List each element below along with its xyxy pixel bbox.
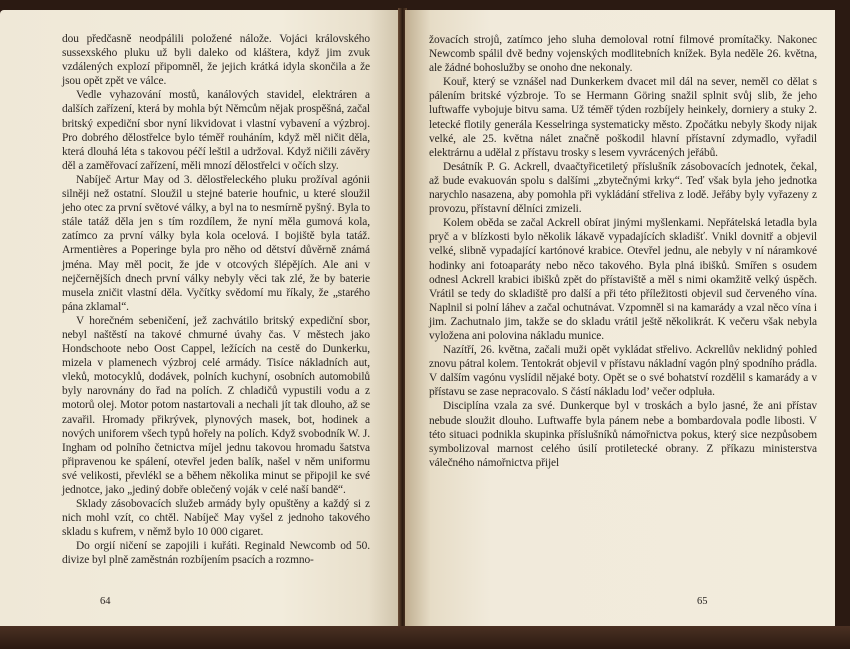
- paragraph: dou předčasně neodpálili položené nálože. Vojáci královského sussexského pluku už byli daleko od kláštera, když jim zvuk vzdálených explozí připomněl, že jejich krátká idyla skončila a že jsou opět zpět ve válce.: [62, 33, 370, 88]
- page-number-left: 64: [100, 596, 111, 607]
- paragraph: Do orgií ničení se zapojili i kuřáti. Reginald Newcomb od 50. divize byl plně zaměstnán rozbíjením psacích a rozmno-: [62, 540, 370, 567]
- paragraph: Desátník P. G. Ackrell, dvaačtyřicetiletý příslušník zásobovacích jednotek, čekal, až bude evakuován spolu s dalšími „zbytečnými krky“. Teď však byla jeho jednotka narychlo nasazena, aby pomohla při vykládání střeliva z lodě. Jeřáby byly vyřazeny z provozu, přístavní dělníci zmizeli.: [429, 160, 817, 216]
- paragraph: Sklady zásobovacích služeb armády byly opuštěny a každý si z nich mohl vzít, co chtěl. Nabíječ May vyšel z jednoho takového skladu s kufrem, v němž bylo 10 000 cigaret.: [62, 498, 370, 539]
- paragraph: Nazítří, 26. května, začali muži opět vykládat střelivo. Ackrellův neklidný pohled znovu pátral kolem. Tentokrát objevil v přístavu nákladní vagón plný spodního prádla. V dalším vagónu vyslídil nějaké boty. Opět se o své bohatství rozdělil s kamarády a v přístavu se zase nepracovalo. S částí nákladu lod’ večer odpluła.: [429, 344, 817, 399]
- left-page-text: [62, 32, 370, 568]
- right-page-text: [429, 33, 817, 470]
- paragraph: Nabíječ Artur May od 3. dělostřeleckého pluku prožíval agónii silněji než ostatní. Sloužil u stejné baterie houfnic, u které sloužil jeho otec za první světové války, a byl na to nesmírně pyšný. Byla to stále tatáž děla jen s tím rozdílem, že nyní měla gumová kola, zatímco za první války byla kola ocelová. I bojiště byla tatáž. Armentières a Poperinge byla pro něho od dětství důvěrně známá jména. May měl pocit, že jde v otcových šlépějích. Ale ani v nejčernějších dnech první války nebyly věci tak zlé, že by baterie musela zničit vlastní děla. Vyčítky svědomí mu říkaly, že „starého pána zklamal“.: [62, 173, 370, 313]
- paragraph: žovacích strojů, zatímco jeho sluha demoloval rotní filmové promítačky. Nakonec Newcomb spálil dvě bedny vojenských modlitebních knížek. Byla neděle 26. května, ale žádné bohoslužby se onoho dne nekonaly.: [429, 34, 817, 75]
- page-number-right: 65: [697, 596, 708, 607]
- paragraph: Disciplína vzala za své. Dunkerque byl v troskách a bylo jasné, že ani přístav nebude sloužit dlouho. Luftwaffe byla pánem nebe a bombardovala podle libosti. V této situaci podnikla skupinka příslušníků námořnictva pokus, který sice nezpůsobem symbolizoval marnost celého úsilí protiletecké obrany. Z příkazu ministerstva válečného námořnictva přijel: [429, 400, 817, 469]
- right-page: [405, 10, 835, 628]
- paragraph: Vedle vyhazování mostů, kanálových stavidel, elektráren a dalších zařízení, která by mohla být Němcům nějak prospěšná, začal britský expediční sbor nyní likvidovat i vlastní vybavení a výzbroj. Pro dobrého dělostřelce bylo téměř rouháním, když měl ničit děla, která dlouhá léta s takovou péčí leštil a udržoval. Když ničili závěry děl a zaměřovací zařízení, měli mnozí dělostřelci v očích slzy.: [62, 89, 370, 172]
- paragraph: Kouř, který se vznášel nad Dunkerkem dvacet mil dál na sever, neměl co dělat s pálením britské výzbroje. To se Hermann Göring snažil splnit svůj slib, že jeho luftwaffe vybojuje bitvu sama. Už téměř týden rozbíjely heinkely, dorniery a stuky 2. letecké flotily generála Kesselringa systematicky město. Zpočátku nebyly škody nijak velké, ale 25. května nálet značně poškodil hlavní přístavní zdymadlo, vyřadil elektrárnu a udělal z přístavu trosky s lesem vyvrácených jeřábů.: [429, 76, 817, 159]
- book-bottom-edge: [0, 626, 850, 649]
- left-page: [0, 10, 400, 628]
- paragraph: Kolem oběda se začal Ackrell obírat jinými myšlenkami. Nepřátelská letadla byla pryč a v blízkosti bylo několik lákavě vypadajících skladišť. Vnikl dovnitř a objevil velké, slibně vypadající kartónové krabice. Otevřel jednu, ale nebyly v ní náramkové hodinky ani fotoaparáty nebo něco takového. Byla plná ibišků. Smířen s osudem odnesl Ackrell krabici ibišků zpět do přístaviště a měl s nimi okamžitě velký úspěch. Vrátil se tedy do skladiště pro další a při této příležitosti objevil sud červeného vína. Naplnil si polní láhev a začal ochutnávat. Vzpomněl si na kamarády a vzal něco vína i jim. Zachutnalo jim, takže se do skladu vrátil ještě několikrát. K večeru však nebyla vyložena ani polovina nákladu munice.: [429, 217, 817, 342]
- paragraph: V horečném sebeničení, jež zachvátilo britský expediční sbor, nebyl naštěstí na takové chmurné úvahy čas. V městech jako Hondschoote nebo Oost Cappel, ležících na cestě do Dunkerku, mizela v plamenech výzbroj celé armády. Tisíce nákladních aut, vleků, motocyklů, dodávek, polních kuchyní, osobních automobilů byly narovnány do řad na polích. Z chladičů vypustili vodu a z motorů olej. Motor potom nastartovali a nechali jít tak dlouho, až se zavařil. Hromady přikrývek, plynových masek, bot, hodinek a nových uniforem všech typů hořely na polích. Když svobodník W. J. Ingham od polního četnictva míjel jednu takovou hromadu šatstva připravenou ke spálení, otevřel jeden balík, našel v něm uniformu své velikosti, převlékl se a během několika minut se připojil ke své jednotce, jako „jediný dobře oblečený voják v celé naší bandě“.: [62, 314, 370, 496]
